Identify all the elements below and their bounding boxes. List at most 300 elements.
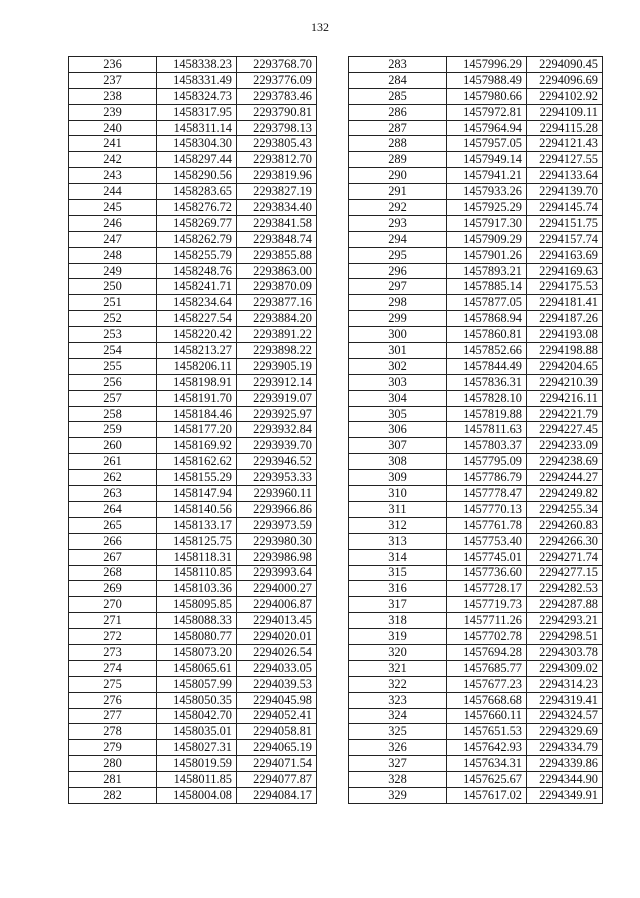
x-coordinate-cell: 1457925.29 xyxy=(447,200,527,216)
point-number-cell: 271 xyxy=(69,613,157,629)
y-coordinate-cell: 2293980.30 xyxy=(237,533,317,549)
table-row xyxy=(349,454,603,470)
point-number-cell: 238 xyxy=(69,88,157,104)
point-number-cell: 294 xyxy=(349,231,447,247)
point-number-cell: 315 xyxy=(349,565,447,581)
y-coordinate-cell: 2294020.01 xyxy=(237,629,317,645)
point-number-cell: 236 xyxy=(69,57,157,73)
point-number-cell: 280 xyxy=(69,756,157,772)
y-coordinate-cell: 2293912.14 xyxy=(237,374,317,390)
y-coordinate-cell: 2293819.96 xyxy=(237,168,317,184)
x-coordinate-cell: 1457844.49 xyxy=(447,358,527,374)
point-number-cell: 288 xyxy=(349,136,447,152)
y-coordinate-cell: 2294309.02 xyxy=(527,660,603,676)
point-number-cell: 312 xyxy=(349,517,447,533)
x-coordinate-cell: 1457660.11 xyxy=(447,708,527,724)
point-number-cell: 247 xyxy=(69,231,157,247)
y-coordinate-cell: 2294349.91 xyxy=(527,787,603,803)
y-coordinate-cell: 2293932.84 xyxy=(237,422,317,438)
x-coordinate-cell: 1457642.93 xyxy=(447,740,527,756)
x-coordinate-cell: 1458103.36 xyxy=(157,581,237,597)
x-coordinate-cell: 1457917.30 xyxy=(447,215,527,231)
y-coordinate-cell: 2294139.70 xyxy=(527,184,603,200)
table-row xyxy=(349,327,603,343)
point-number-cell: 317 xyxy=(349,597,447,613)
x-coordinate-cell: 1458155.29 xyxy=(157,470,237,486)
y-coordinate-cell: 2294026.54 xyxy=(237,644,317,660)
x-coordinate-cell: 1458125.75 xyxy=(157,533,237,549)
y-coordinate-cell: 2294109.11 xyxy=(527,104,603,120)
y-coordinate-cell: 2293925.97 xyxy=(237,406,317,422)
y-coordinate-cell: 2294175.53 xyxy=(527,279,603,295)
y-coordinate-cell: 2293877.16 xyxy=(237,295,317,311)
x-coordinate-cell: 1458248.76 xyxy=(157,263,237,279)
y-coordinate-cell: 2294198.88 xyxy=(527,343,603,359)
table-row xyxy=(69,660,317,676)
table-row xyxy=(349,104,603,120)
table-row xyxy=(349,88,603,104)
y-coordinate-cell: 2294058.81 xyxy=(237,724,317,740)
point-number-cell: 270 xyxy=(69,597,157,613)
table-row xyxy=(69,152,317,168)
table-row xyxy=(349,422,603,438)
point-number-cell: 278 xyxy=(69,724,157,740)
coordinates-table-left xyxy=(68,56,317,804)
x-coordinate-cell: 1457836.31 xyxy=(447,374,527,390)
point-number-cell: 314 xyxy=(349,549,447,565)
table-row xyxy=(349,215,603,231)
y-coordinate-cell: 2293905.19 xyxy=(237,358,317,374)
x-coordinate-cell: 1458241.71 xyxy=(157,279,237,295)
table-row xyxy=(69,422,317,438)
x-coordinate-cell: 1458191.70 xyxy=(157,390,237,406)
table-row xyxy=(69,327,317,343)
x-coordinate-cell: 1458110.85 xyxy=(157,565,237,581)
table-row xyxy=(349,787,603,803)
point-number-cell: 239 xyxy=(69,104,157,120)
y-coordinate-cell: 2294216.11 xyxy=(527,390,603,406)
table-row xyxy=(69,263,317,279)
x-coordinate-cell: 1457860.81 xyxy=(447,327,527,343)
table-row xyxy=(349,501,603,517)
x-coordinate-cell: 1458206.11 xyxy=(157,358,237,374)
y-coordinate-cell: 2294324.57 xyxy=(527,708,603,724)
table-row xyxy=(349,120,603,136)
table-row xyxy=(69,708,317,724)
table-row xyxy=(349,279,603,295)
y-coordinate-cell: 2293848.74 xyxy=(237,231,317,247)
table-row xyxy=(69,438,317,454)
table-row xyxy=(349,533,603,549)
table-row xyxy=(69,343,317,359)
x-coordinate-cell: 1458304.30 xyxy=(157,136,237,152)
table-row xyxy=(349,613,603,629)
y-coordinate-cell: 2294314.23 xyxy=(527,676,603,692)
point-number-cell: 325 xyxy=(349,724,447,740)
table-row xyxy=(69,470,317,486)
x-coordinate-cell: 1457988.49 xyxy=(447,72,527,88)
y-coordinate-cell: 2293960.11 xyxy=(237,486,317,502)
x-coordinate-cell: 1457745.01 xyxy=(447,549,527,565)
point-number-cell: 327 xyxy=(349,756,447,772)
y-coordinate-cell: 2294187.26 xyxy=(527,311,603,327)
table-row xyxy=(69,184,317,200)
table-row xyxy=(349,358,603,374)
point-number-cell: 284 xyxy=(349,72,447,88)
point-number-cell: 269 xyxy=(69,581,157,597)
point-number-cell: 307 xyxy=(349,438,447,454)
point-number-cell: 319 xyxy=(349,629,447,645)
y-coordinate-cell: 2294013.45 xyxy=(237,613,317,629)
x-coordinate-cell: 1457868.94 xyxy=(447,311,527,327)
y-coordinate-cell: 2294133.64 xyxy=(527,168,603,184)
x-coordinate-cell: 1458011.85 xyxy=(157,772,237,788)
table-row xyxy=(69,231,317,247)
y-coordinate-cell: 2294169.63 xyxy=(527,263,603,279)
x-coordinate-cell: 1458057.99 xyxy=(157,676,237,692)
y-coordinate-cell: 2293776.09 xyxy=(237,72,317,88)
x-coordinate-cell: 1457819.88 xyxy=(447,406,527,422)
y-coordinate-cell: 2294121.43 xyxy=(527,136,603,152)
table-row xyxy=(349,57,603,73)
point-number-cell: 300 xyxy=(349,327,447,343)
point-number-cell: 328 xyxy=(349,772,447,788)
x-coordinate-cell: 1458227.54 xyxy=(157,311,237,327)
y-coordinate-cell: 2294065.19 xyxy=(237,740,317,756)
point-number-cell: 303 xyxy=(349,374,447,390)
x-coordinate-cell: 1457711.26 xyxy=(447,613,527,629)
table-row xyxy=(349,343,603,359)
y-coordinate-cell: 2294115.28 xyxy=(527,120,603,136)
point-number-cell: 324 xyxy=(349,708,447,724)
table-row xyxy=(349,740,603,756)
point-number-cell: 298 xyxy=(349,295,447,311)
x-coordinate-cell: 1458311.14 xyxy=(157,120,237,136)
x-coordinate-cell: 1457811.63 xyxy=(447,422,527,438)
table-row xyxy=(69,629,317,645)
x-coordinate-cell: 1457980.66 xyxy=(447,88,527,104)
table-row xyxy=(349,708,603,724)
table-row xyxy=(69,756,317,772)
y-coordinate-cell: 2293827.19 xyxy=(237,184,317,200)
x-coordinate-cell: 1458027.31 xyxy=(157,740,237,756)
table-row xyxy=(69,88,317,104)
y-coordinate-cell: 2294266.30 xyxy=(527,533,603,549)
y-coordinate-cell: 2294244.27 xyxy=(527,470,603,486)
x-coordinate-cell: 1458065.61 xyxy=(157,660,237,676)
point-number-cell: 274 xyxy=(69,660,157,676)
table-row xyxy=(349,152,603,168)
x-coordinate-cell: 1458147.94 xyxy=(157,486,237,502)
x-coordinate-cell: 1458169.92 xyxy=(157,438,237,454)
y-coordinate-cell: 2294052.41 xyxy=(237,708,317,724)
y-coordinate-cell: 2293798.13 xyxy=(237,120,317,136)
point-number-cell: 263 xyxy=(69,486,157,502)
point-number-cell: 282 xyxy=(69,787,157,803)
x-coordinate-cell: 1457996.29 xyxy=(447,57,527,73)
table-row xyxy=(69,57,317,73)
y-coordinate-cell: 2294339.86 xyxy=(527,756,603,772)
x-coordinate-cell: 1458276.72 xyxy=(157,200,237,216)
y-coordinate-cell: 2294181.41 xyxy=(527,295,603,311)
table-row xyxy=(349,390,603,406)
table-row xyxy=(349,486,603,502)
y-coordinate-cell: 2294163.69 xyxy=(527,247,603,263)
y-coordinate-cell: 2293891.22 xyxy=(237,327,317,343)
point-number-cell: 261 xyxy=(69,454,157,470)
x-coordinate-cell: 1457753.40 xyxy=(447,533,527,549)
point-number-cell: 245 xyxy=(69,200,157,216)
y-coordinate-cell: 2294227.45 xyxy=(527,422,603,438)
x-coordinate-cell: 1458140.56 xyxy=(157,501,237,517)
table-row xyxy=(349,231,603,247)
table-row xyxy=(69,517,317,533)
y-coordinate-cell: 2294193.08 xyxy=(527,327,603,343)
x-coordinate-cell: 1457972.81 xyxy=(447,104,527,120)
x-coordinate-cell: 1457901.26 xyxy=(447,247,527,263)
point-number-cell: 259 xyxy=(69,422,157,438)
point-number-cell: 268 xyxy=(69,565,157,581)
x-coordinate-cell: 1458088.33 xyxy=(157,613,237,629)
y-coordinate-cell: 2293973.59 xyxy=(237,517,317,533)
point-number-cell: 256 xyxy=(69,374,157,390)
y-coordinate-cell: 2294096.69 xyxy=(527,72,603,88)
table-row xyxy=(349,168,603,184)
table-row xyxy=(349,676,603,692)
y-coordinate-cell: 2294238.69 xyxy=(527,454,603,470)
y-coordinate-cell: 2294303.78 xyxy=(527,644,603,660)
point-number-cell: 321 xyxy=(349,660,447,676)
y-coordinate-cell: 2294145.74 xyxy=(527,200,603,216)
point-number-cell: 267 xyxy=(69,549,157,565)
x-coordinate-cell: 1457625.67 xyxy=(447,772,527,788)
point-number-cell: 309 xyxy=(349,470,447,486)
point-number-cell: 323 xyxy=(349,692,447,708)
x-coordinate-cell: 1458262.79 xyxy=(157,231,237,247)
y-coordinate-cell: 2294157.74 xyxy=(527,231,603,247)
x-coordinate-cell: 1457668.68 xyxy=(447,692,527,708)
point-number-cell: 316 xyxy=(349,581,447,597)
point-number-cell: 305 xyxy=(349,406,447,422)
table-row xyxy=(69,740,317,756)
x-coordinate-cell: 1458324.73 xyxy=(157,88,237,104)
x-coordinate-cell: 1457786.79 xyxy=(447,470,527,486)
x-coordinate-cell: 1457885.14 xyxy=(447,279,527,295)
y-coordinate-cell: 2294210.39 xyxy=(527,374,603,390)
point-number-cell: 322 xyxy=(349,676,447,692)
y-coordinate-cell: 2294271.74 xyxy=(527,549,603,565)
x-coordinate-cell: 1458162.62 xyxy=(157,454,237,470)
table-row xyxy=(349,184,603,200)
y-coordinate-cell: 2294344.90 xyxy=(527,772,603,788)
table-row xyxy=(69,692,317,708)
y-coordinate-cell: 2294204.65 xyxy=(527,358,603,374)
page-number: 132 xyxy=(311,20,329,34)
x-coordinate-cell: 1457761.78 xyxy=(447,517,527,533)
y-coordinate-cell: 2294249.82 xyxy=(527,486,603,502)
y-coordinate-cell: 2293834.40 xyxy=(237,200,317,216)
table-row xyxy=(349,756,603,772)
y-coordinate-cell: 2294127.55 xyxy=(527,152,603,168)
x-coordinate-cell: 1457719.73 xyxy=(447,597,527,613)
point-number-cell: 285 xyxy=(349,88,447,104)
x-coordinate-cell: 1457877.05 xyxy=(447,295,527,311)
table-row xyxy=(349,311,603,327)
table-row xyxy=(349,597,603,613)
y-coordinate-cell: 2294319.41 xyxy=(527,692,603,708)
y-coordinate-cell: 2294045.98 xyxy=(237,692,317,708)
x-coordinate-cell: 1457617.02 xyxy=(447,787,527,803)
table-row xyxy=(69,72,317,88)
table-row xyxy=(349,470,603,486)
point-number-cell: 318 xyxy=(349,613,447,629)
point-number-cell: 253 xyxy=(69,327,157,343)
point-number-cell: 311 xyxy=(349,501,447,517)
x-coordinate-cell: 1458095.85 xyxy=(157,597,237,613)
table-row xyxy=(69,549,317,565)
coordinates-table-right xyxy=(348,56,603,804)
point-number-cell: 292 xyxy=(349,200,447,216)
table-row xyxy=(349,724,603,740)
y-coordinate-cell: 2293993.64 xyxy=(237,565,317,581)
table-row xyxy=(69,454,317,470)
y-coordinate-cell: 2293783.46 xyxy=(237,88,317,104)
point-number-cell: 266 xyxy=(69,533,157,549)
point-number-cell: 276 xyxy=(69,692,157,708)
table-row xyxy=(69,311,317,327)
x-coordinate-cell: 1458220.42 xyxy=(157,327,237,343)
table-row xyxy=(69,247,317,263)
y-coordinate-cell: 2294260.83 xyxy=(527,517,603,533)
x-coordinate-cell: 1457778.47 xyxy=(447,486,527,502)
table-row xyxy=(349,644,603,660)
x-coordinate-cell: 1458269.77 xyxy=(157,215,237,231)
y-coordinate-cell: 2293939.70 xyxy=(237,438,317,454)
point-number-cell: 291 xyxy=(349,184,447,200)
y-coordinate-cell: 2294221.79 xyxy=(527,406,603,422)
x-coordinate-cell: 1457694.28 xyxy=(447,644,527,660)
x-coordinate-cell: 1458338.23 xyxy=(157,57,237,73)
point-number-cell: 249 xyxy=(69,263,157,279)
table-row xyxy=(69,613,317,629)
point-number-cell: 246 xyxy=(69,215,157,231)
point-number-cell: 306 xyxy=(349,422,447,438)
point-number-cell: 254 xyxy=(69,343,157,359)
y-coordinate-cell: 2293805.43 xyxy=(237,136,317,152)
x-coordinate-cell: 1457852.66 xyxy=(447,343,527,359)
table-row xyxy=(349,136,603,152)
table-row xyxy=(349,406,603,422)
table-row xyxy=(69,772,317,788)
x-coordinate-cell: 1458184.46 xyxy=(157,406,237,422)
x-coordinate-cell: 1457893.21 xyxy=(447,263,527,279)
point-number-cell: 299 xyxy=(349,311,447,327)
y-coordinate-cell: 2293812.70 xyxy=(237,152,317,168)
table-row xyxy=(69,644,317,660)
point-number-cell: 264 xyxy=(69,501,157,517)
point-number-cell: 237 xyxy=(69,72,157,88)
x-coordinate-cell: 1457736.60 xyxy=(447,565,527,581)
y-coordinate-cell: 2294006.87 xyxy=(237,597,317,613)
point-number-cell: 262 xyxy=(69,470,157,486)
y-coordinate-cell: 2293863.00 xyxy=(237,263,317,279)
y-coordinate-cell: 2293953.33 xyxy=(237,470,317,486)
table-row xyxy=(69,358,317,374)
y-coordinate-cell: 2293919.07 xyxy=(237,390,317,406)
x-coordinate-cell: 1457685.77 xyxy=(447,660,527,676)
point-number-cell: 281 xyxy=(69,772,157,788)
point-number-cell: 287 xyxy=(349,120,447,136)
x-coordinate-cell: 1458255.79 xyxy=(157,247,237,263)
table-row xyxy=(69,581,317,597)
y-coordinate-cell: 2293768.70 xyxy=(237,57,317,73)
y-coordinate-cell: 2293855.88 xyxy=(237,247,317,263)
x-coordinate-cell: 1457803.37 xyxy=(447,438,527,454)
table-row xyxy=(69,501,317,517)
y-coordinate-cell: 2294102.92 xyxy=(527,88,603,104)
x-coordinate-cell: 1458198.91 xyxy=(157,374,237,390)
y-coordinate-cell: 2294329.69 xyxy=(527,724,603,740)
y-coordinate-cell: 2294071.54 xyxy=(237,756,317,772)
y-coordinate-cell: 2294255.34 xyxy=(527,501,603,517)
point-number-cell: 258 xyxy=(69,406,157,422)
y-coordinate-cell: 2294334.79 xyxy=(527,740,603,756)
table-row xyxy=(69,168,317,184)
x-coordinate-cell: 1458331.49 xyxy=(157,72,237,88)
table-row xyxy=(349,660,603,676)
point-number-cell: 310 xyxy=(349,486,447,502)
x-coordinate-cell: 1457770.13 xyxy=(447,501,527,517)
point-number-cell: 279 xyxy=(69,740,157,756)
y-coordinate-cell: 2293966.86 xyxy=(237,501,317,517)
point-number-cell: 313 xyxy=(349,533,447,549)
y-coordinate-cell: 2294000.27 xyxy=(237,581,317,597)
point-number-cell: 265 xyxy=(69,517,157,533)
x-coordinate-cell: 1458035.01 xyxy=(157,724,237,740)
y-coordinate-cell: 2293884.20 xyxy=(237,311,317,327)
table-row xyxy=(69,104,317,120)
point-number-cell: 301 xyxy=(349,343,447,359)
y-coordinate-cell: 2294077.87 xyxy=(237,772,317,788)
point-number-cell: 320 xyxy=(349,644,447,660)
table-row xyxy=(69,787,317,803)
point-number-cell: 252 xyxy=(69,311,157,327)
point-number-cell: 257 xyxy=(69,390,157,406)
table-row xyxy=(349,72,603,88)
x-coordinate-cell: 1458042.70 xyxy=(157,708,237,724)
point-number-cell: 248 xyxy=(69,247,157,263)
point-number-cell: 277 xyxy=(69,708,157,724)
table-row xyxy=(349,629,603,645)
point-number-cell: 250 xyxy=(69,279,157,295)
point-number-cell: 272 xyxy=(69,629,157,645)
table-row xyxy=(69,724,317,740)
y-coordinate-cell: 2294090.45 xyxy=(527,57,603,73)
point-number-cell: 275 xyxy=(69,676,157,692)
point-number-cell: 308 xyxy=(349,454,447,470)
x-coordinate-cell: 1457909.29 xyxy=(447,231,527,247)
x-coordinate-cell: 1458019.59 xyxy=(157,756,237,772)
point-number-cell: 243 xyxy=(69,168,157,184)
point-number-cell: 283 xyxy=(349,57,447,73)
y-coordinate-cell: 2294151.75 xyxy=(527,215,603,231)
point-number-cell: 251 xyxy=(69,295,157,311)
point-number-cell: 290 xyxy=(349,168,447,184)
table-row xyxy=(349,263,603,279)
x-coordinate-cell: 1457957.05 xyxy=(447,136,527,152)
point-number-cell: 329 xyxy=(349,787,447,803)
y-coordinate-cell: 2294298.51 xyxy=(527,629,603,645)
